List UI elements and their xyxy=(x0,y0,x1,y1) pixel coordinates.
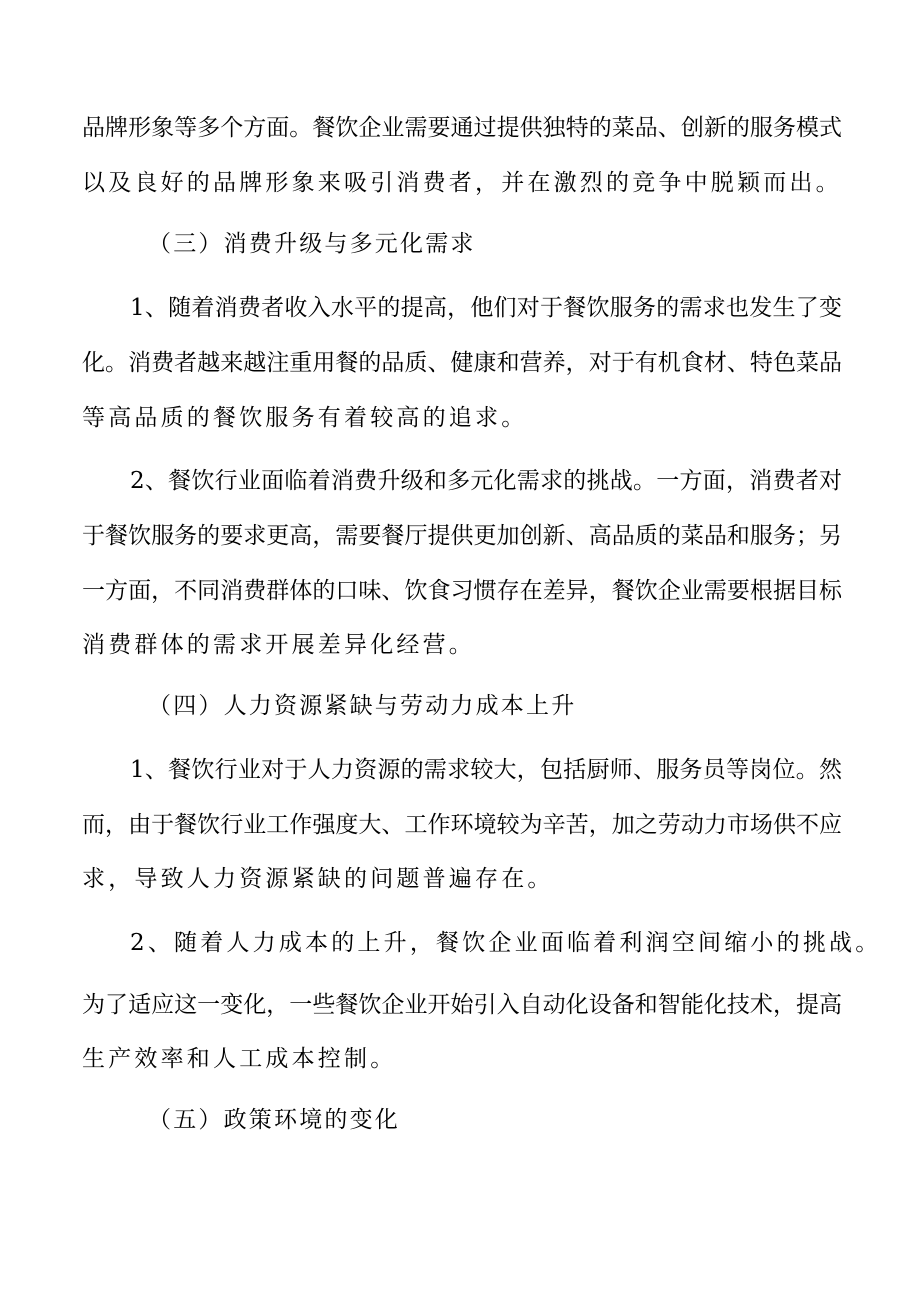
paragraph-line: 消费群体的需求开展差异化经营。 xyxy=(82,632,475,658)
section-heading-3: （三）消费升级与多元化需求 xyxy=(148,231,476,257)
paragraph-line: 化。消费者越来越注重用餐的品质、健康和营养，对于有机食材、特色菜品 xyxy=(82,350,842,376)
paragraph-line: 为了适应这一变化，一些餐饮企业开始引入自动化设备和智能化技术，提高 xyxy=(82,992,842,1018)
paragraph-line: 2、随着人力成本的上升，餐饮企业面临着利润空间缩小的挑战。 xyxy=(130,930,882,956)
section-heading-5: （五）政策环境的变化 xyxy=(148,1107,400,1133)
paragraph-line: 2、餐饮行业面临着消费升级和多元化需求的挑战。一方面，消费者对 xyxy=(130,468,842,494)
paragraph-line: 1、随着消费者收入水平的提高，他们对于餐饮服务的需求也发生了变 xyxy=(130,295,842,321)
paragraph-line: 生产效率和人工成本控制。 xyxy=(82,1046,397,1072)
paragraph-line: 以及良好的品牌形象来吸引消费者，并在激烈的竞争中脱颖而出。 xyxy=(82,170,842,196)
paragraph-line: 求，导致人力资源紧缺的问题普遍存在。 xyxy=(82,866,554,892)
paragraph-line: 于餐饮服务的要求更高，需要餐厅提供更加创新、高品质的菜品和服务；另 xyxy=(82,523,842,549)
paragraph-line: 而，由于餐饮行业工作强度大、工作环境较为辛苦，加之劳动力市场供不应 xyxy=(82,812,842,838)
section-heading-4: （四）人力资源紧缺与劳动力成本上升 xyxy=(148,693,577,719)
paragraph-line: 一方面，不同消费群体的口味、饮食习惯存在差异，餐饮企业需要根据目标 xyxy=(82,578,842,604)
paragraph-line: 等高品质的餐饮服务有着较高的追求。 xyxy=(82,405,528,431)
paragraph-line: 1、餐饮行业对于人力资源的需求较大，包括厨师、服务员等岗位。然 xyxy=(130,757,842,783)
paragraph-line: 品牌形象等多个方面。餐饮企业需要通过提供独特的菜品、创新的服务模式 xyxy=(82,115,842,141)
